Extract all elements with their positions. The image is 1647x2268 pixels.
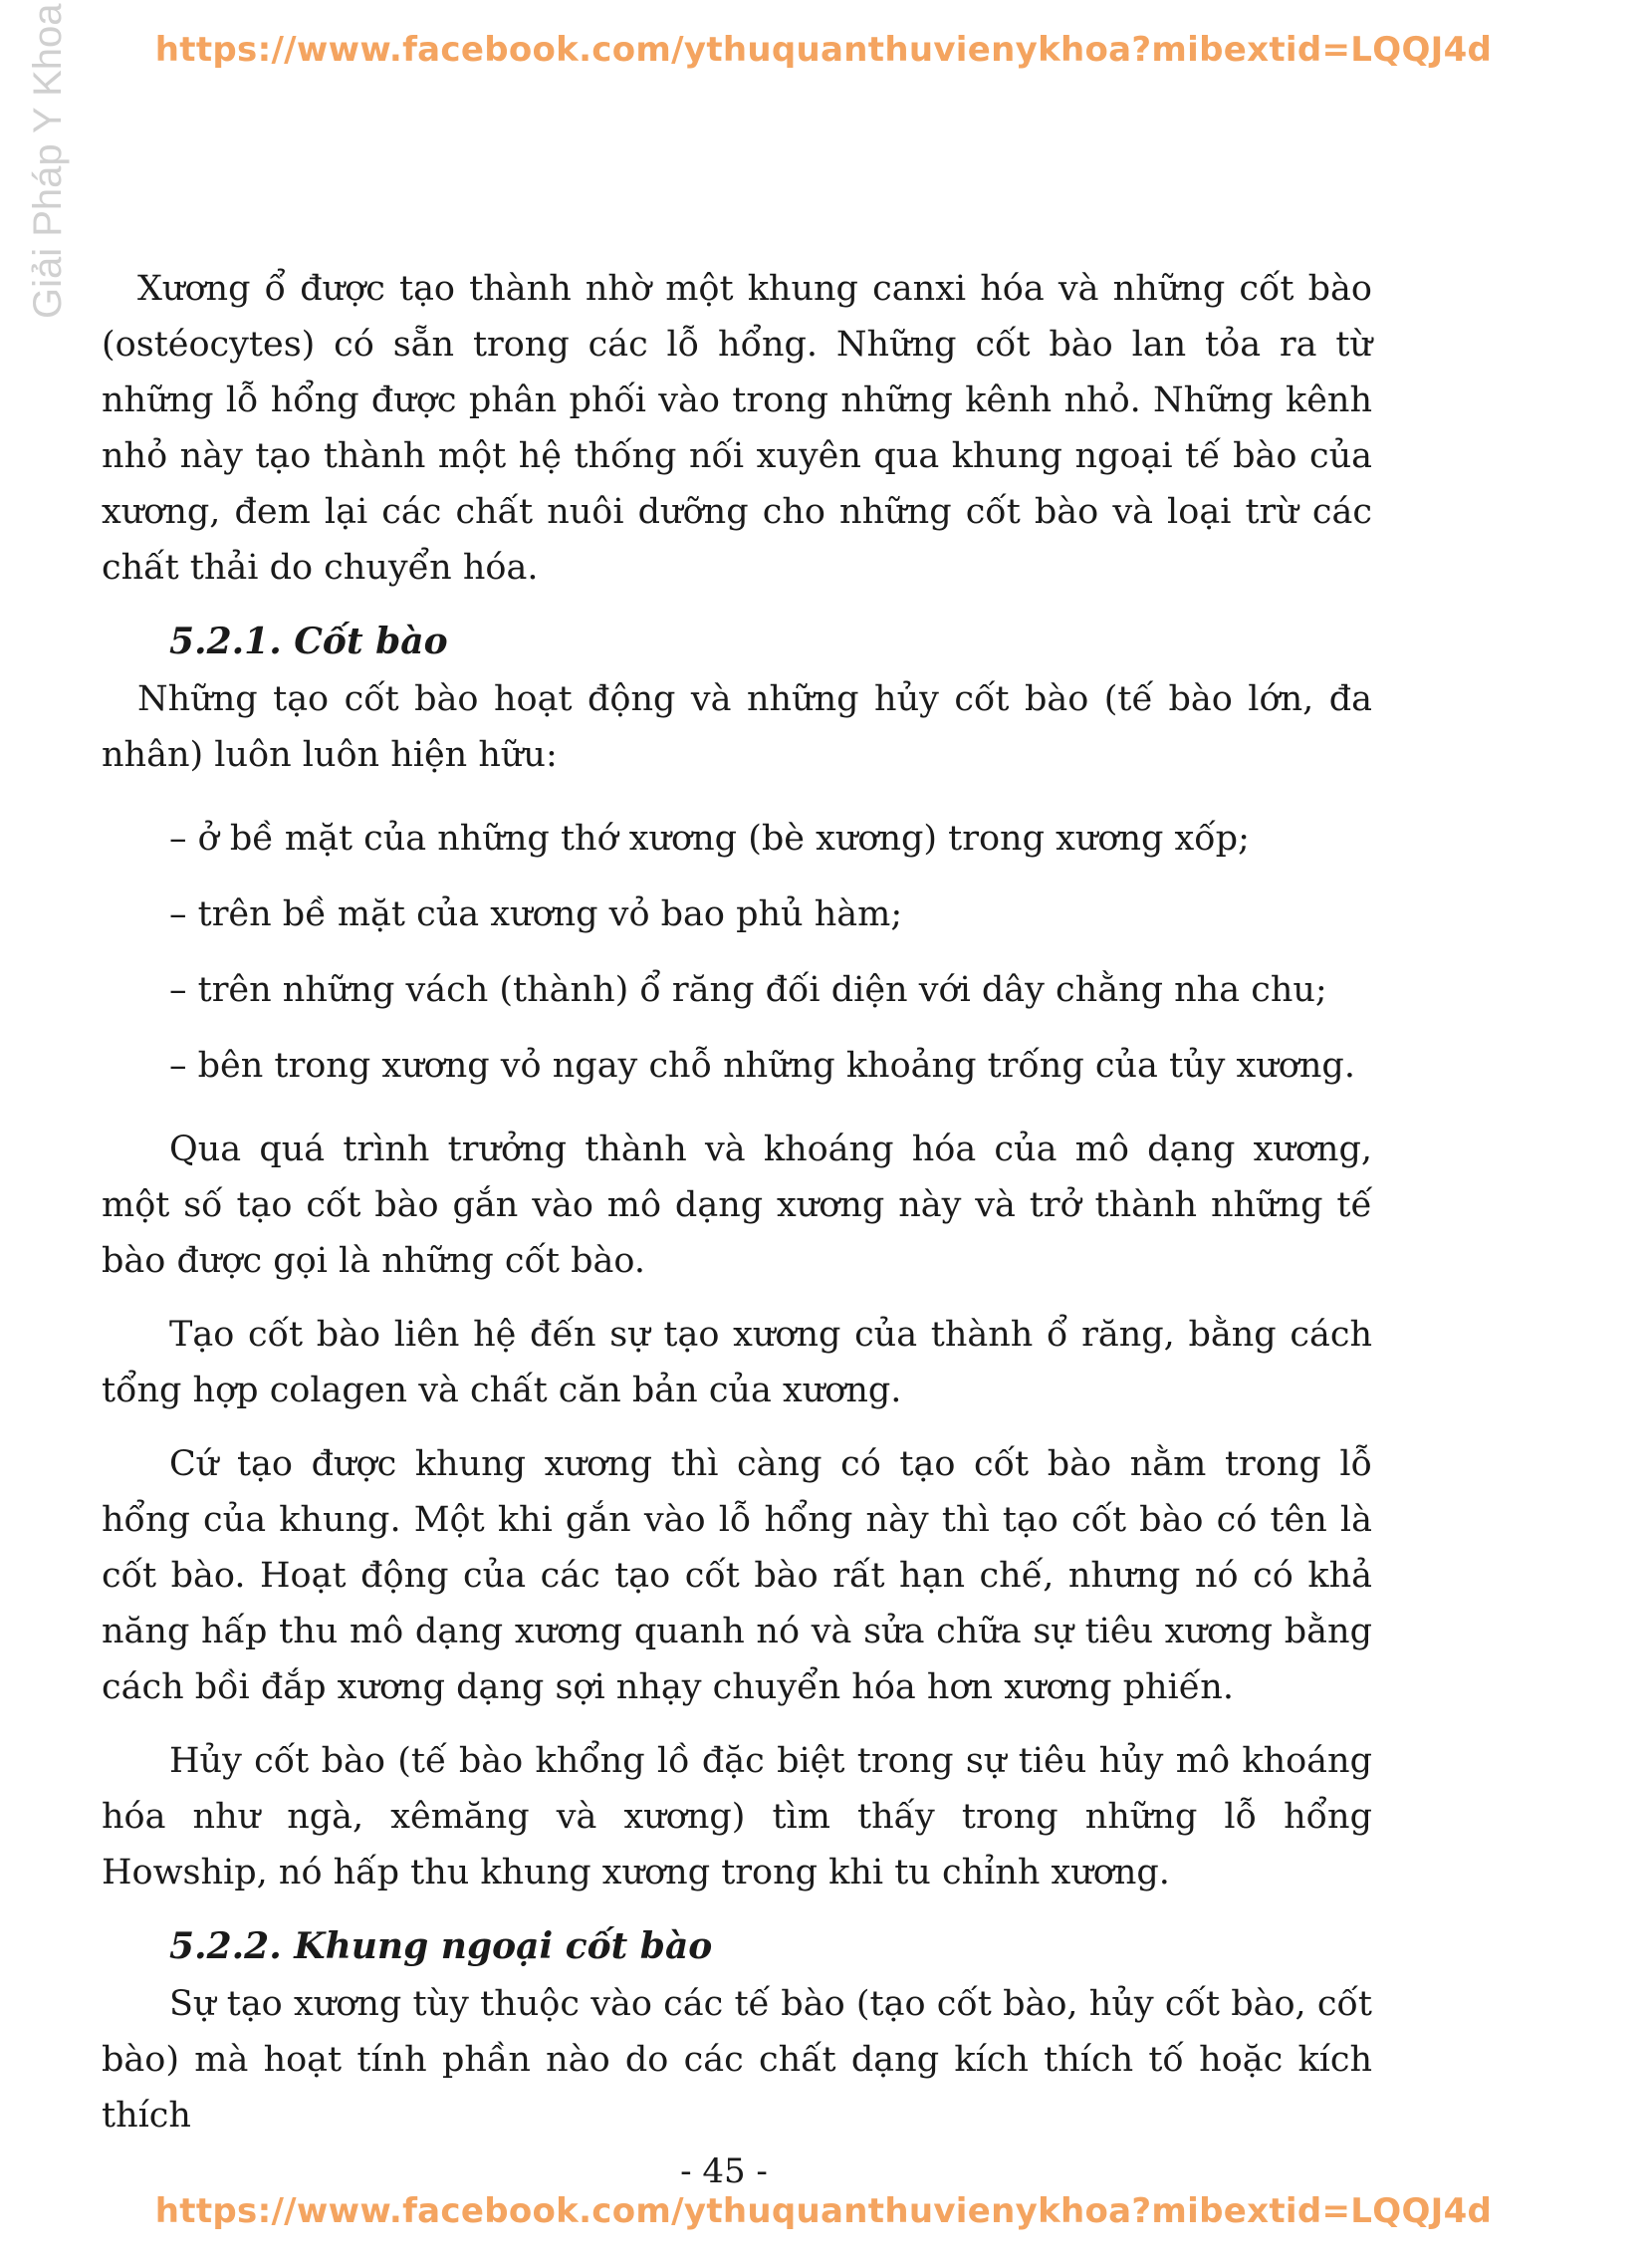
paragraph-1: Xương ổ được tạo thành nhờ một khung canxi hóa và những cốt bào (ostéocytes) có sẵn trong các lỗ hổng. Những cốt bào lan tỏa ra từ những lỗ hổng được phân phối vào trong những kênh nhỏ. Những kênh nhỏ này tạo thành một hệ thống nối xuyên qua khung ngoại tế bào của xương, đem lại các chất nuôi dưỡng cho những cốt bào và loại trừ các chất thải do chuyển hóa. bbox=[102, 269, 1372, 588]
list-item: – ở bề mặt của những thớ xương (bè xương) trong xương xốp; bbox=[169, 819, 1250, 859]
list-item: – trên những vách (thành) ổ răng đối diện với dây chằng nha chu; bbox=[169, 970, 1327, 1010]
page-number: - 45 - bbox=[680, 2151, 768, 2191]
page-content bbox=[102, 261, 1372, 2161]
paragraph-6: Hủy cốt bào (tế bào khổng lồ đặc biệt trong sự tiêu hủy mô khoáng hóa như ngà, xêmăng và xương) tìm thấy trong những lỗ hổng Howship, nó hấp thu khung xương trong khi tu chỉnh xương. bbox=[102, 1741, 1372, 1892]
paragraph-3: Qua quá trình trưởng thành và khoáng hóa của mô dạng xương, một số tạo cốt bào gắn vào mô dạng xương này và trở thành những tế bào được gọi là những cốt bào. bbox=[102, 1130, 1372, 1281]
bullet-list bbox=[169, 801, 1372, 1104]
paragraph-7: Sự tạo xương tùy thuộc vào các tế bào (tạo cốt bào, hủy cốt bào, cốt bào) mà hoạt tính phần nào do các chất dạng kích thích tố hoặc kích thích bbox=[102, 1984, 1372, 2136]
watermark-text: Giải Pháp Y Khoa bbox=[26, 3, 70, 319]
section-heading-5-2-1: 5.2.1. Cốt bào bbox=[169, 621, 448, 662]
header-url[interactable]: https://www.facebook.com/ythuquanthuvienykhoa?mibextid=LQQJ4d bbox=[154, 30, 1493, 70]
paragraph-5: Cứ tạo được khung xương thì càng có tạo cốt bào nằm trong lỗ hổng của khung. Một khi gắn vào lỗ hổng này thì tạo cốt bào có tên là cốt bào. Hoạt động của các tạo cốt bào rất hạn chế, nhưng nó có khả năng hấp thu mô dạng xương quanh nó và sửa chữa sự tiêu xương bằng cách bồi đắp xương dạng sợi nhạy chuyển hóa hơn xương phiến. bbox=[102, 1444, 1372, 1707]
side-watermark bbox=[18, 3, 70, 319]
paragraph-4: Tạo cốt bào liên hệ đến sự tạo xương của thành ổ răng, bằng cách tổng hợp colagen và chất căn bản của xương. bbox=[102, 1315, 1372, 1410]
paragraph-2: Những tạo cốt bào hoạt động và những hủy cốt bào (tế bào lớn, đa nhân) luôn luôn hiện hữu: bbox=[102, 679, 1372, 775]
list-item: – trên bề mặt của xương vỏ bao phủ hàm; bbox=[169, 894, 903, 934]
footer-url[interactable]: https://www.facebook.com/ythuquanthuvienykhoa?mibextid=LQQJ4d bbox=[154, 2191, 1493, 2231]
section-heading-5-2-2: 5.2.2. Khung ngoại cốt bào bbox=[169, 1925, 713, 1967]
list-item: – bên trong xương vỏ ngay chỗ những khoảng trống của tủy xương. bbox=[169, 1046, 1355, 1086]
